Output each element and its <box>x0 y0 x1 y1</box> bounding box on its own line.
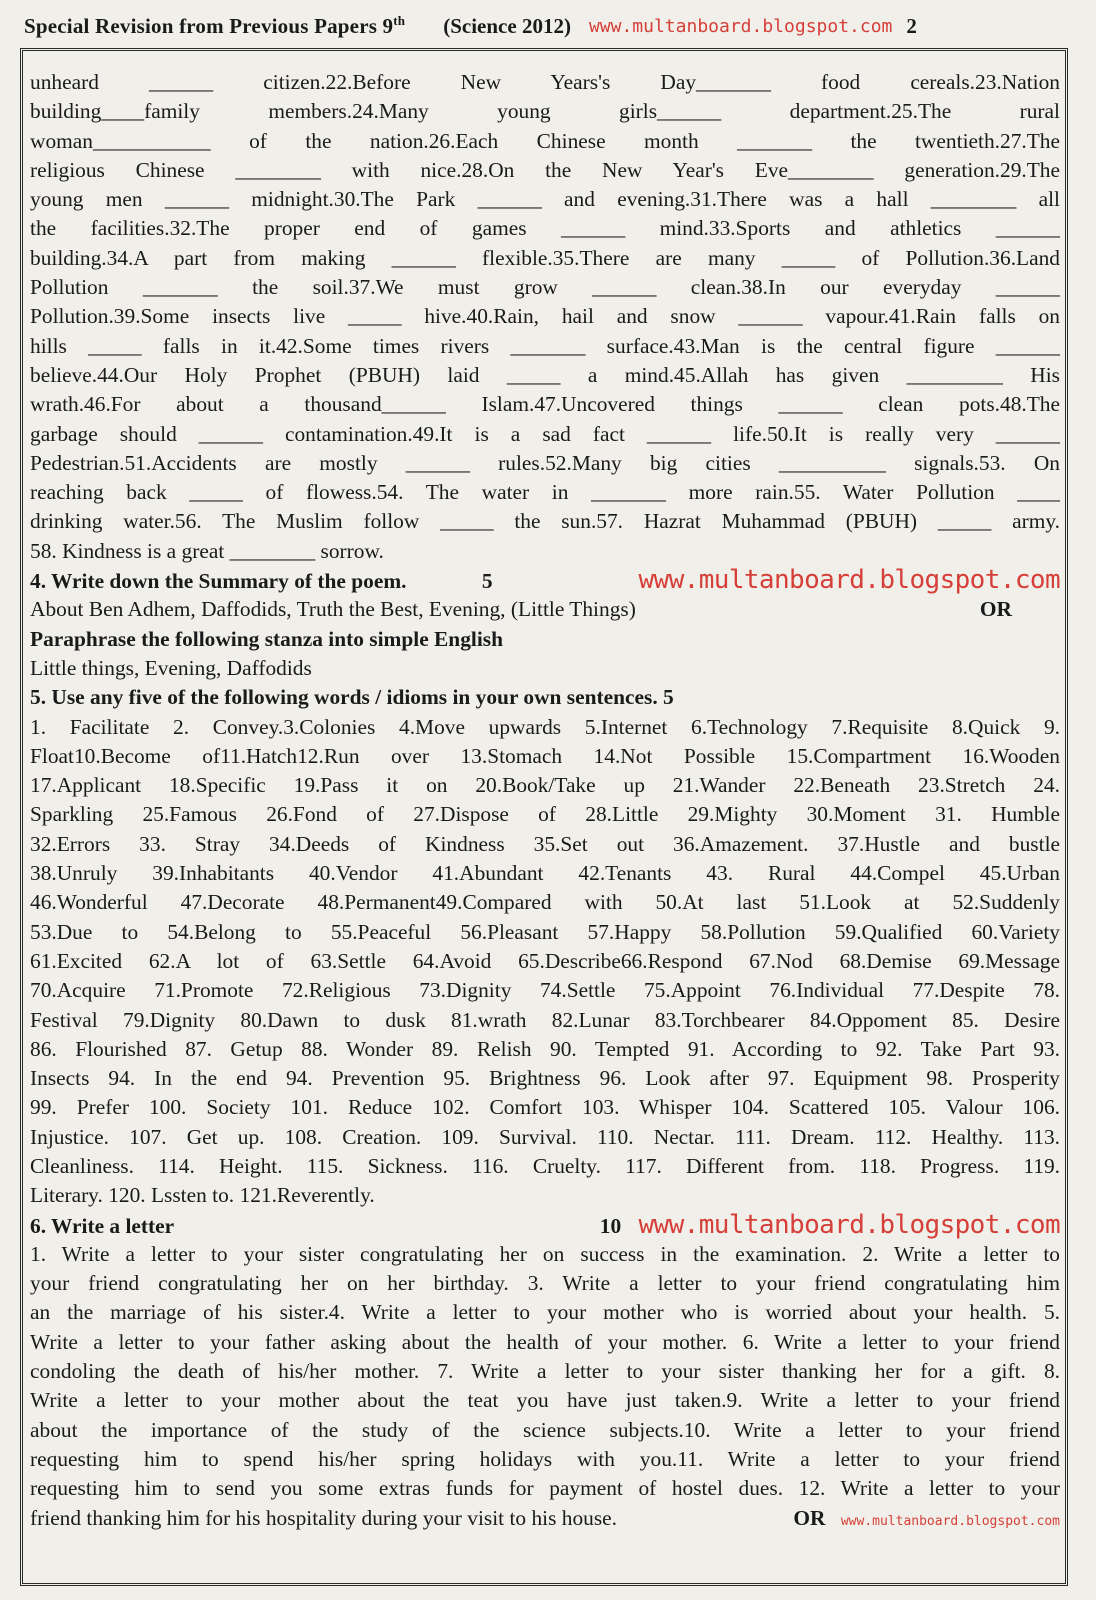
word-list-line: 53.Due to 54.Belong to 55.Peaceful 56.Pleasant 57.Happy 58.Pollution 59.Qualified 60.Variety <box>30 919 1060 944</box>
letter-line: 1. Write a letter to your sister congratulating her on success in the examination. 2. Write a letter to <box>30 1241 1060 1266</box>
text-line: building____family members.24.Many young girls______ department.25.The rural <box>30 99 1060 124</box>
section-3-sentences <box>30 68 1060 566</box>
section-6-marks: 10 <box>599 1213 622 1238</box>
letter-line: Write a letter to your father asking about the health of your mother. 6. Write a letter to your friend <box>30 1329 1060 1354</box>
text-line: young men ______ midnight.30.The Park ______ and evening.31.There was a hall ________ all <box>30 187 1060 212</box>
text-line: 58. Kindness is a great ________ sorrow. <box>30 538 384 563</box>
section-5-heading: 5. Use any five of the following words / idioms in your own sentences. <box>30 685 658 710</box>
section-6-url: www.multanboard.blogspot.com <box>638 1209 1060 1240</box>
or-label: OR <box>979 597 1012 622</box>
section-5 <box>30 683 1060 1210</box>
word-list-line: Sparkling 25.Famous 26.Fond of 27.Dispose of 28.Little 29.Mighty 30.Moment 31. Humble <box>30 802 1060 827</box>
letter-line: condoling the death of his/her mother. 7. Write a letter to your sister thanking her for a gift. 8. <box>30 1359 1060 1384</box>
word-list-line: 32.Errors 33. Stray 34.Deeds of Kindness 35.Set out 36.Amazement. 37.Hustle and bustle <box>30 831 1060 856</box>
text-line: Pollution _______ the soil.37.We must grow ______ clean.38.In our everyday ______ <box>30 275 1060 300</box>
text-line: unheard ______ citizen.22.Before New Years's Day_______ food cereals.23.Nation <box>30 70 1060 94</box>
header-url: www.multanboard.blogspot.com <box>588 15 893 37</box>
text-line: religious Chinese ________ with nice.28.On the New Year's Eve________ generation.29.The <box>30 157 1060 182</box>
text-line: the facilities.32.The proper end of games ______ mind.33.Sports and athletics ______ <box>30 216 1060 241</box>
text-line: reaching back _____ of flowess.54. The water in _______ more rain.55. Water Pollution ____ <box>30 480 1060 505</box>
word-list-line: 70.Acquire 71.Promote 72.Religious 73.Dignity 74.Settle 75.Appoint 76.Individual 77.Despite 78. <box>30 978 1060 1003</box>
section-4-heading: 4. Write down the Summary of the poem. <box>30 569 407 594</box>
word-list-line: 86. Flourished 87. Getup 88. Wonder 89. Relish 90. Tempted 91. According to 92. Take Part 93. <box>30 1036 1060 1061</box>
letter-line: Write a letter to your mother about the teat you have just taken.9. Write a letter to your friend <box>30 1388 1060 1413</box>
paraphrase-heading: Paraphrase the following stanza into simple English <box>30 626 504 651</box>
text-line: hills _____ falls in it.42.Some times rivers _______ surface.43.Man is the central figure ______ <box>30 333 1060 358</box>
or-label: OR <box>793 1505 826 1530</box>
text-line: believe.44.Our Holy Prophet (PBUH) laid _____ a mind.45.Allah has given _________ His <box>30 362 1060 387</box>
word-list-line: Float10.Become of11.Hatch12.Run over 13.Stomach 14.Not Possible 15.Compartment 16.Wooden <box>30 743 1060 768</box>
stanza-list: Little things, Evening, Daffodids <box>30 655 312 680</box>
word-list-line: Insects 94. In the end 94. Prevention 95. Brightness 96. Look after 97. Equipment 98. Prosperity <box>30 1066 1060 1091</box>
letter-line: requesting him to send you some extras funds for payment of hostel dues. 12. Write a letter to your <box>30 1476 1060 1501</box>
section-4-heading-group <box>30 567 493 596</box>
word-list-line: Cleanliness. 114. Height. 115. Sickness. 116. Cruelty. 117. Different from. 118. Progress. 119. <box>30 1153 1060 1178</box>
section-5-heading-line <box>30 683 1060 712</box>
text-line: wrath.46.For about a thousand______ Islam.47.Uncovered things ______ clean pots.48.The <box>30 392 1060 417</box>
footer-group <box>793 1504 1060 1536</box>
text-line: building.34.A part from making ______ flexible.35.There are many _____ of Pollution.36.Land <box>30 245 1060 270</box>
word-list-line: 99. Prefer 100. Society 101. Reduce 102. Comfort 103. Whisper 104. Scattered 105. Valour 106. <box>30 1095 1060 1120</box>
section-6 <box>30 1211 1060 1533</box>
letter-line: friend thanking him for his hospitality during your visit to his house. <box>30 1505 618 1530</box>
text-line: woman___________ of the nation.26.Each Chinese month _______ the twentieth.27.The <box>30 128 1060 153</box>
letter-line: an the marriage of his sister.4. Write a letter to your mother who is worried about your health. 5. <box>30 1300 1060 1325</box>
letter-line: about the importance of the study of the science subjects.10. Write a letter to your friend <box>30 1417 1060 1442</box>
page-subtitle: (Science 2012) <box>443 13 571 38</box>
word-list-line: Literary. 120. Lssten to. 121.Reverently. <box>30 1183 375 1208</box>
word-list-line: 38.Unruly 39.Inhabitants 40.Vendor 41.Abundant 42.Tenants 43. Rural 44.Compel 45.Urban <box>30 861 1060 886</box>
section-6-heading-row <box>30 1211 1060 1240</box>
section-4 <box>30 566 1060 683</box>
word-list-line: 1. Facilitate 2. Convey.3.Colonies 4.Move upwards 5.Internet 6.Technology 7.Requisite 8.Quick 9. <box>30 714 1060 739</box>
text-line: Pollution.39.Some insects live _____ hive.40.Rain, hail and snow ______ vapour.41.Rain falls on <box>30 304 1060 329</box>
text-line: Pedestrian.51.Accidents are mostly ______ rules.52.Many big cities __________ signals.53. On <box>30 450 1060 475</box>
word-list-line: 61.Excited 62.A lot of 63.Settle 64.Avoid 65.Describe66.Respond 67.Nod 68.Demise 69.Message <box>30 948 1060 973</box>
poem-list: About Ben Adhem, Daffodids, Truth the Best, Evening, (Little Things) <box>30 597 636 622</box>
word-list-line: Injustice. 107. Get up. 108. Creation. 109. Survival. 110. Nectar. 111. Dream. 112. Healthy. 113. <box>30 1124 1060 1149</box>
letter-line: your friend congratulating her on her birthday. 3. Write a letter to your friend congratulating him <box>30 1271 1060 1296</box>
page-number: 2 <box>906 13 917 38</box>
letter-line: requesting him to spend his/her spring holidays with you.11. Write a letter to your friend <box>30 1446 1060 1471</box>
section-4-poems-row <box>30 595 1060 624</box>
page-content <box>30 68 1060 1533</box>
word-list-line: 46.Wonderful 47.Decorate 48.Permanent49.Compared with 50.At last 51.Look at 52.Suddenly <box>30 890 1060 915</box>
text-line: garbage should ______ contamination.49.It is a sad fact ______ life.50.It is really very ______ <box>30 421 1060 446</box>
footer-url: www.multanboard.blogspot.com <box>840 1513 1060 1529</box>
section-6-heading: 6. Write a letter <box>30 1213 175 1238</box>
page-title: Special Revision from Previous Papers 9th <box>24 13 406 38</box>
section-4-url: www.multanboard.blogspot.com <box>638 565 1060 596</box>
word-list-line: Festival 79.Dignity 80.Dawn to dusk 81.wrath 82.Lunar 83.Torchbearer 84.Oppoment 85. Desire <box>30 1007 1060 1032</box>
section-5-marks: 5 <box>663 685 674 710</box>
section-6-marks-group <box>600 1211 1060 1241</box>
text-line: drinking water.56. The Muslim follow _____ the sun.57. Hazrat Muhammad (PBUH) _____ army. <box>30 509 1060 534</box>
page-header <box>24 8 1074 44</box>
section-4-heading-row <box>30 566 1060 595</box>
word-list-line: 17.Applicant 18.Specific 19.Pass it on 20.Book/Take up 21.Wander 22.Beneath 23.Stretch 24. <box>30 773 1060 798</box>
section-6-last-row <box>30 1504 1060 1533</box>
section-4-marks: 5 <box>481 569 493 594</box>
